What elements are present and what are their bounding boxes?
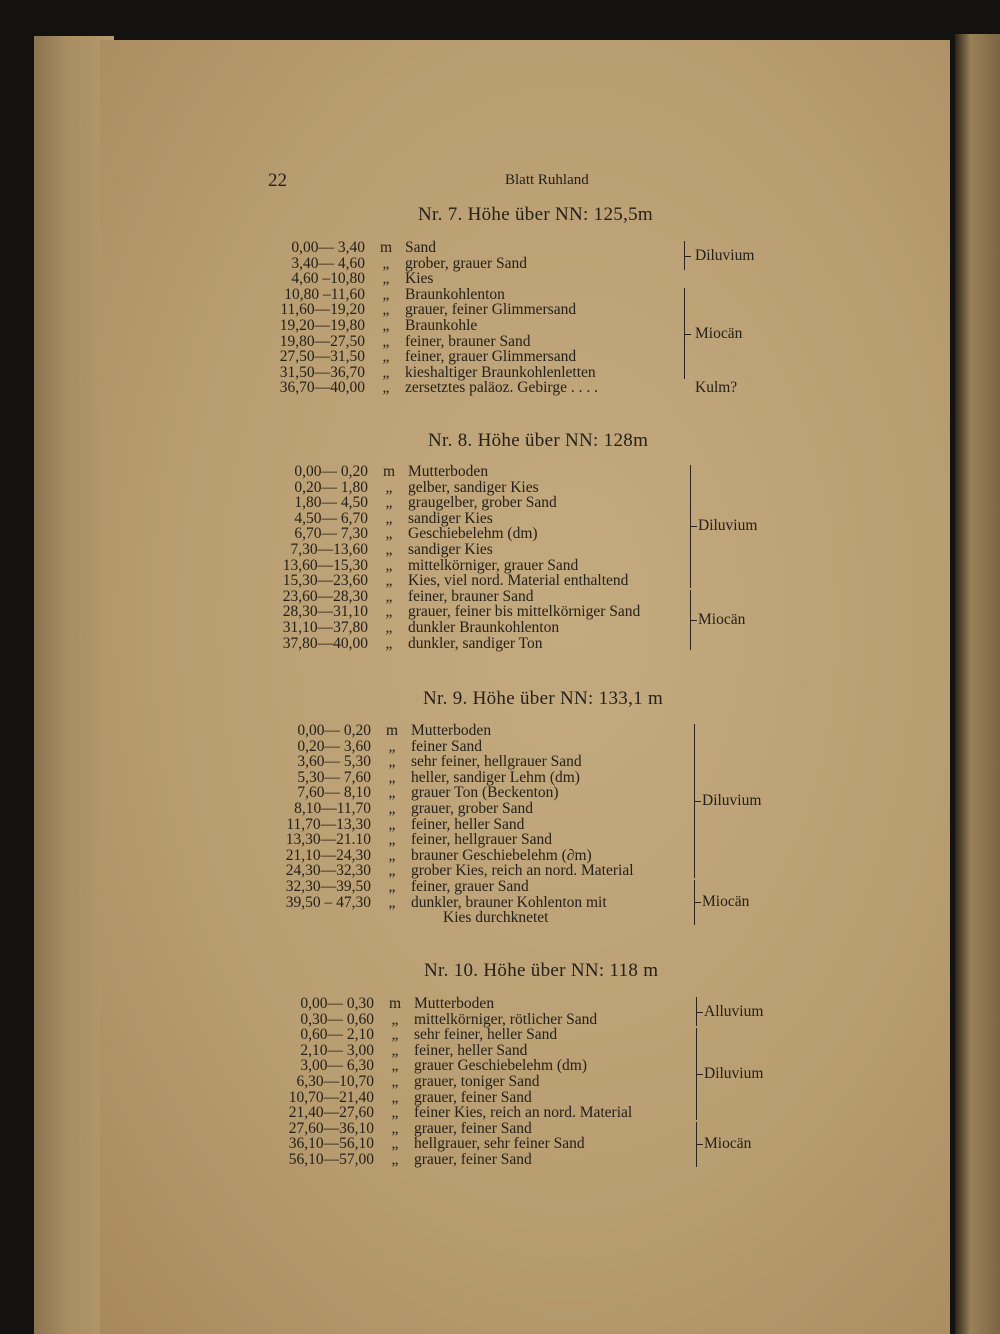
unit-mark: „ [385,587,393,605]
table-row [275,271,695,287]
depth-range: 3,60— 5,30 [297,753,371,771]
layer-description: Kies durchknetet [443,909,549,927]
table-row [284,1121,704,1137]
layer-description: Braunkohle [405,316,478,334]
depth-range: 6,30—10,70 [296,1072,374,1090]
unit-mark: „ [385,540,393,558]
layer-description: grauer, feiner Sand [414,1150,532,1168]
unit-mark: „ [385,603,393,621]
brace-bracket [686,465,691,588]
table-row [281,848,701,864]
layer-description: brauner Geschiebelehm (∂m) [411,846,592,864]
unit-mark: „ [382,363,390,381]
layer-table [281,723,701,926]
unit-mark: „ [388,768,396,786]
table-row [284,1074,704,1090]
table-row [275,302,695,318]
unit-mark: „ [382,270,390,288]
depth-range: 23,60—28,30 [282,587,368,605]
layer-description: grauer, feiner bis mittelkörniger Sand [408,603,641,621]
unit-mark: „ [382,254,390,272]
depth-range: 39,50 – 47,30 [285,893,371,911]
depth-range: 11,60—19,20 [280,301,365,319]
brace-bracket [692,1028,697,1120]
brace-bracket [690,880,695,925]
layer-description: feiner Kies, reich an nord. Material [414,1104,633,1122]
depth-range: 5,30— 7,60 [297,768,371,786]
layer-description: gelber, sandiger Kies [408,478,539,496]
depth-range: 31,50—36,70 [279,363,365,381]
layer-description: grauer Geschiebelehm (dm) [414,1057,588,1075]
unit-mark: „ [388,862,396,880]
era-label: Miocän [704,1135,752,1153]
section-title: Nr. 10. Höhe über NN: 118 m [424,960,659,981]
table-row [278,589,698,605]
unit-mark: „ [391,1150,399,1168]
layer-description: feiner Sand [411,737,483,755]
depth-range: 32,30—39,50 [285,877,371,895]
era-label: Kulm? [695,379,738,397]
table-row [275,287,695,303]
unit-mark: „ [382,332,390,350]
depth-range: 36,70—40,00 [279,379,365,397]
era-label: Diluvium [698,517,758,535]
layer-description: feiner, heller Sand [414,1041,528,1059]
layer-description: zersetztes paläoz. Gebirge . . . . [405,379,598,397]
depth-range: 37,80—40,00 [282,634,368,652]
depth-range: 19,20—19,80 [279,316,365,334]
unit-mark: m [385,722,399,739]
page-number: 22 [268,170,287,191]
layer-description: heller, sandiger Lehm (dm) [411,768,580,786]
layer-description: feiner, brauner Sand [405,332,531,350]
brace-bracket [692,997,697,1026]
layer-description: Mutterboden [414,995,495,1012]
depth-range: 8,10—11,70 [294,799,371,817]
unit-mark: „ [385,618,393,636]
section-title: Nr. 7. Höhe über NN: 125,5m [418,204,654,225]
depth-range: 19,80—27,50 [279,332,365,350]
unit-mark: m [388,995,402,1012]
unit-mark: „ [382,285,390,303]
layer-description: Mutterboden [411,722,492,739]
layer-description: Sand [405,239,436,256]
unit-mark: „ [388,877,396,895]
table-row [275,365,695,381]
depth-range: 21,10—24,30 [285,846,371,864]
depth-range: 21,40—27,60 [288,1104,374,1122]
layer-description: dunkler Braunkohlenton [408,618,560,636]
table-row [278,511,698,527]
table-row [275,349,695,365]
next-page-edge [955,34,1000,1334]
table-row [278,636,698,652]
layer-description: grauer, toniger Sand [414,1072,540,1090]
layer-description: grauer, feiner Sand [414,1119,532,1137]
table-row [284,1058,704,1074]
era-label: Miocän [702,893,750,911]
section-title: Nr. 9. Höhe über NN: 133,1 m [423,688,664,709]
brace-bracket [690,724,695,878]
depth-range: 27,50—31,50 [279,348,365,366]
era-label: Diluvium [704,1065,764,1082]
table-row [278,526,698,542]
running-title: Blatt Ruhland [505,172,589,188]
table-row [278,464,698,480]
unit-mark: „ [385,634,393,652]
layer-description: sehr feiner, hellgrauer Sand [411,753,582,771]
unit-mark: „ [385,525,393,543]
table-row [281,879,701,895]
depth-range: 10,80 –11,60 [284,285,365,303]
layer-description: sehr feiner, heller Sand [414,1026,558,1044]
layer-description: Mutterboden [408,463,489,480]
table-row [275,240,695,256]
unit-mark: „ [385,494,393,512]
depth-range: 4,50— 6,70 [294,509,368,527]
layer-description: grober, grauer Sand [405,254,528,272]
layer-table [278,464,698,651]
layer-description: grauer, feiner Glimmersand [405,301,577,319]
unit-mark: „ [388,784,396,802]
layer-table [284,996,704,1168]
depth-range: 28,30—31,10 [282,603,368,621]
unit-mark: „ [388,846,396,864]
unit-mark: „ [385,572,393,590]
depth-range: 13,60—15,30 [282,556,368,574]
section-title: Nr. 8. Höhe über NN: 128m [428,430,649,451]
depth-range: 56,10—57,00 [288,1150,374,1168]
layer-description: Kies, viel nord. Material enthaltend [408,572,629,590]
table-row [284,1105,704,1121]
brace-bracket [686,590,691,650]
table-row [284,1136,704,1152]
depth-range: 0,00— 3,40 [291,239,365,256]
unit-mark: „ [391,1135,399,1153]
table-row [275,334,695,350]
layer-description: dunkler, brauner Kohlenton mit [411,893,607,911]
layer-description: mittelkörniger, rötlicher Sand [414,1010,598,1028]
unit-mark: „ [388,799,396,817]
table-row [281,863,701,879]
depth-range: 6,70— 7,30 [294,525,368,543]
depth-range: 11,70—13,30 [286,815,371,833]
unit-mark: „ [382,348,390,366]
depth-range: 3,40— 4,60 [291,254,365,272]
table-row [281,785,701,801]
layer-description: grauer, feiner Sand [414,1088,532,1106]
era-label: Diluvium [702,792,762,809]
unit-mark: „ [391,1041,399,1059]
table-row [278,495,698,511]
layer-description: feiner, grauer Glimmersand [405,348,577,366]
depth-range: 0,20— 3,60 [297,737,371,755]
depth-range: 0,30— 0,60 [300,1010,374,1028]
era-label: Diluvium [695,246,755,264]
layer-description: feiner, heller Sand [411,815,525,833]
layer-table [275,240,695,396]
era-label: Miocän [695,324,743,342]
table-row [278,573,698,589]
era-label: Alluvium [704,1002,764,1020]
table-row [278,542,698,558]
brace-bracket [692,1122,697,1167]
table-row [284,1027,704,1043]
layer-description: Geschiebelehm (dm) [408,525,538,543]
unit-mark: „ [391,1010,399,1028]
unit-mark: „ [391,1026,399,1044]
depth-range: 7,30—13,60 [290,540,368,558]
unit-mark: „ [385,478,393,496]
layer-description: sandiger Kies [408,509,493,527]
depth-range: 27,60—36,10 [288,1119,374,1137]
layer-description: hellgrauer, sehr feiner Sand [414,1135,585,1153]
table-row [284,1012,704,1028]
depth-range: 0,60— 2,10 [300,1026,374,1044]
table-row [281,895,701,911]
table-row [284,1152,704,1168]
table-row [281,754,701,770]
table-row [275,256,695,272]
layer-description: feiner, hellgrauer Sand [411,831,552,849]
unit-mark: „ [391,1119,399,1137]
table-row [281,801,701,817]
depth-range: 3,00— 6,30 [300,1057,374,1075]
table-row [281,739,701,755]
table-row [281,817,701,833]
layer-description: grauer, grober Sand [411,799,534,817]
table-row [281,910,701,926]
brace-bracket [680,241,685,270]
depth-range: 0,00— 0,20 [294,463,368,480]
layer-description: dunkler, sandiger Ton [408,634,543,652]
unit-mark: „ [382,316,390,334]
layer-description: grober Kies, reich an nord. Material [411,862,634,880]
brace-bracket [680,288,685,380]
table-row [275,380,695,396]
depth-range: 10,70—21,40 [288,1088,374,1106]
layer-description: mittelkörniger, grauer Sand [408,556,579,574]
table-row [278,558,698,574]
unit-mark: „ [388,753,396,771]
unit-mark: „ [391,1072,399,1090]
unit-mark: „ [382,301,390,319]
table-row [284,1090,704,1106]
unit-mark: „ [391,1057,399,1075]
unit-mark: m [379,239,393,256]
depth-range: 13,30—21.10 [285,831,371,849]
table-row [278,620,698,636]
table-row [281,832,701,848]
era-label: Miocän [698,611,746,628]
table-row [281,770,701,786]
depth-range: 7,60— 8,10 [297,784,371,802]
table-row [284,996,704,1012]
layer-description: Kies [405,270,434,288]
depth-range: 0,00— 0,30 [300,995,374,1012]
table-row [278,480,698,496]
unit-mark: „ [388,737,396,755]
unit-mark: „ [388,893,396,911]
layer-description: feiner, grauer Sand [411,877,529,895]
unit-mark: „ [385,556,393,574]
layer-description: sandiger Kies [408,540,493,558]
layer-description: graugelber, grober Sand [408,494,557,512]
table-row [278,604,698,620]
depth-range: 0,20— 1,80 [294,478,368,496]
depth-range: 36,10—56,10 [288,1135,374,1153]
table-row [275,318,695,334]
document-page [100,40,950,1334]
depth-range: 2,10— 3,00 [300,1041,374,1059]
depth-range: 15,30—23,60 [282,572,368,590]
unit-mark: „ [391,1104,399,1122]
unit-mark: „ [382,379,390,397]
depth-range: 24,30—32,30 [285,862,371,880]
layer-description: kieshaltiger Braunkohlenletten [405,363,596,381]
layer-description: feiner, brauner Sand [408,587,534,605]
depth-range: 0,00— 0,20 [297,722,371,739]
unit-mark: „ [388,831,396,849]
unit-mark: „ [391,1088,399,1106]
depth-range: 4,60 –10,80 [291,270,365,288]
table-row [281,723,701,739]
unit-mark: „ [388,815,396,833]
layer-description: grauer Ton (Beckenton) [411,784,559,802]
depth-range: 1,80— 4,50 [294,494,368,512]
unit-mark: „ [385,509,393,527]
layer-description: Braunkohlenton [405,285,505,303]
unit-mark: m [382,463,396,480]
table-row [284,1043,704,1059]
depth-range: 31,10—37,80 [282,618,368,636]
